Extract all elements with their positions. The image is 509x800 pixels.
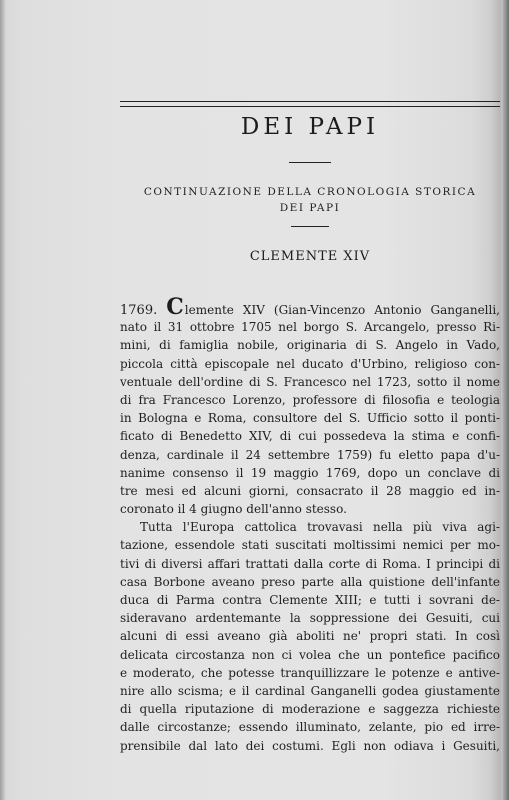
text-line: prensibile dal lato dei costumi. Egli non odiava i Gesuiti, [120,738,500,753]
text-line: nire allo scisma; e il cardinal Ganganelli godea giustamente [120,683,500,698]
line-text: lemente XIV (Gian-Vincenzo Antonio Ganganelli, [184,303,500,317]
body-text [120,294,500,755]
text-line: piccola città episcopale nel ducato d'Urbino, religioso con- [120,356,500,371]
text-line: alcuni di essi aveano già aboliti ne' propri stati. In così [120,629,500,644]
text-line: in Bologna e Roma, consultore del S. Ufficio sotto il ponti- [120,411,500,426]
subtitle-line-2: DEI PAPI [279,202,341,214]
text-line: ventuale dell'ordine di S. Francesco nel 1723, sotto il nome [120,374,500,389]
text-line [120,294,500,320]
text-line: nato il 31 ottobre 1705 nel borgo S. Arcangelo, presso Ri- [120,320,500,335]
text-line: delicata circostanza non ci volea che un pontefice pacifico [120,647,500,662]
drop-cap: C [166,294,184,320]
subtitle-rule [291,226,329,227]
page-title: DEI PAPI [240,114,380,140]
text-line: e moderato, che potesse tranquillizzare le potenze e antive- [120,665,500,680]
title-rule [289,162,331,163]
text-line: tazione, essendole stati suscitati moltissimi nemici per mo- [120,538,500,553]
text-line: dalle circostanze; essendo illuminato, zelante, pio ed irre- [120,720,500,735]
page-edge-shadow [501,0,509,800]
subtitle-line-1: CONTINUAZIONE DELLA CRONOLOGIA STORICA [143,186,477,198]
text-line: sideravano ardentemante la soppressione dei Gesuiti, cui [120,611,500,626]
text-line: mini, di famiglia nobile, originaria di S. Angelo in Vado, [120,338,500,353]
year-marker: 1769. [120,303,158,318]
text-line: di quella riputazione di moderazione e saggezza richieste [120,702,500,717]
text-line: nanime consenso il 19 maggio 1769, dopo un conclave di [120,465,500,480]
text-line: ficato di Benedetto XIV, di cui possedeva la stima e confi- [120,429,500,444]
text-line: coronato il 4 giugno dell'anno stesso. [120,502,347,517]
header-double-rule [120,101,500,107]
text-line: tre mesi ed alcuni giorni, consacrato il 28 maggio ed in- [120,483,500,498]
text-line: di fra Francesco Lorenzo, professore di filosofia e teologia [120,392,500,407]
text-line: denza, cardinale il 24 settembre 1759) fu eletto papa d'u- [120,447,500,462]
text-line: tivi di diversi affari trattati dalla corte di Roma. I principi di [120,556,500,571]
text-line: duca di Parma contra Clemente XIII; e tutti i sovrani de- [120,593,500,607]
text-line: Tutta l'Europa cattolica trovavasi nella più viva agi- [140,520,500,535]
pope-heading: CLEMENTE XIV [249,249,371,264]
text-line: casa Borbone aveano preso parte alla quistione dell'infante [120,574,500,589]
